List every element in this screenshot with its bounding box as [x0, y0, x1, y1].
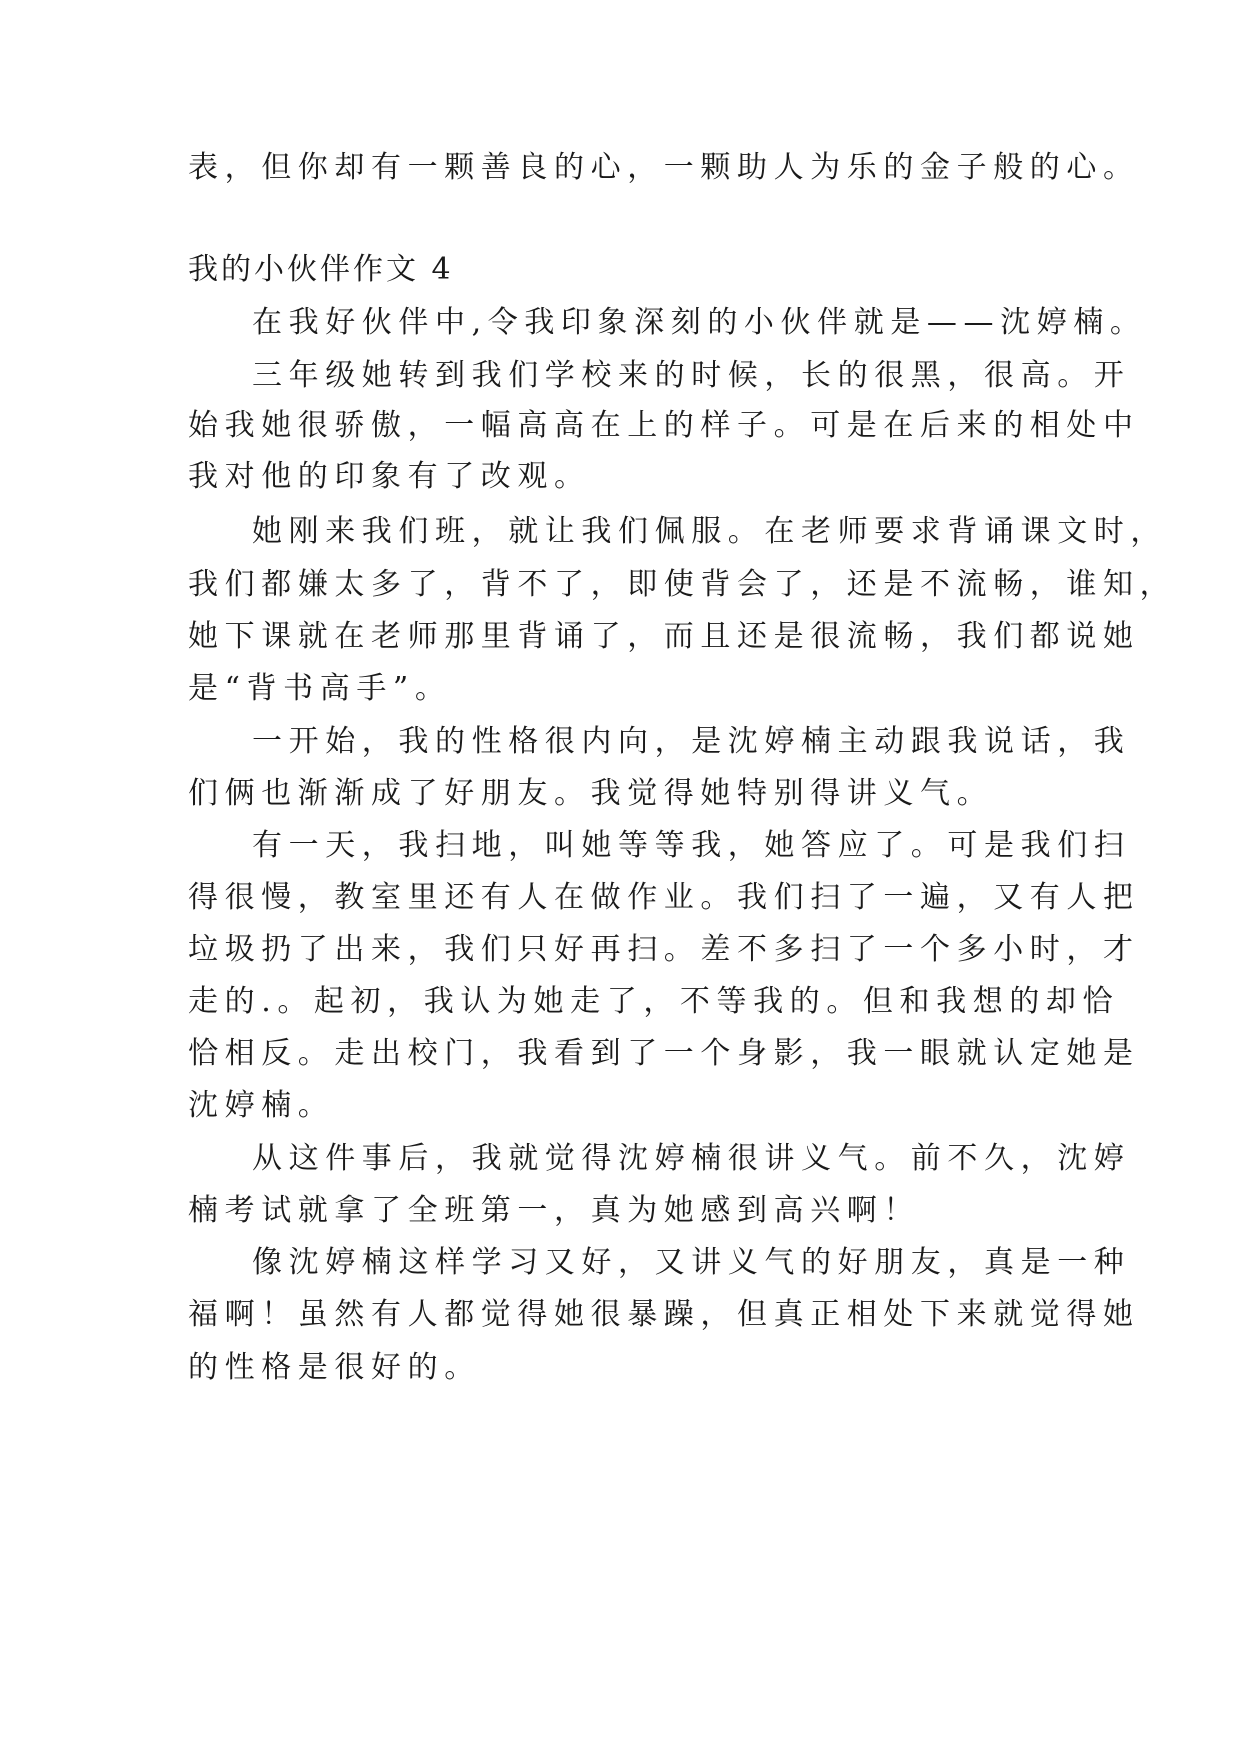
paragraph-3-line-4: 是“背书高手”。 [188, 671, 452, 706]
paragraph-6-line-2: 楠考试就拿了全班第一，真为她感到高兴啊！ [188, 1193, 920, 1228]
paragraph-4-line-1: 一开始，我的性格很内向，是沈婷楠主动跟我说话，我 [252, 724, 1131, 759]
paragraph-2-line-1: 三年级她转到我们学校来的时候，长的很黑，很高。开 [252, 358, 1131, 393]
paragraph-6-line-1: 从这件事后，我就觉得沈婷楠很讲义气。前不久，沈婷 [252, 1141, 1131, 1176]
paragraph-5-line-4: 走的.。起初，我认为她走了，不等我的。但和我想的却恰 [188, 984, 1120, 1019]
paragraph-5-line-6: 沈婷楠。 [188, 1088, 335, 1123]
paragraph-2-line-2: 始我她很骄傲，一幅高高在上的样子。可是在后来的相处中 [188, 408, 1140, 443]
paragraph-4-line-2: 们俩也渐渐成了好朋友。我觉得她特别得讲义气。 [188, 776, 994, 811]
paragraph-5-line-2: 得很慢，教室里还有人在做作业。我们扫了一遍，又有人把 [188, 880, 1140, 915]
paragraph-7-line-2: 福啊！虽然有人都觉得她很暴躁，但真正相处下来就觉得她 [188, 1297, 1140, 1332]
paragraph-2-line-3: 我对他的印象有了改观。 [188, 459, 591, 494]
paragraph-3-line-2: 我们都嫌太多了，背不了，即使背会了，还是不流畅，谁知， [188, 567, 1177, 602]
paragraph-5-line-5: 恰相反。走出校门，我看到了一个身影，我一眼就认定她是 [188, 1036, 1140, 1071]
paragraph-5-line-1: 有一天，我扫地，叫她等等我，她答应了。可是我们扫 [252, 828, 1131, 863]
paragraph-3-line-1: 她刚来我们班，就让我们佩服。在老师要求背诵课文时， [252, 514, 1167, 549]
paragraph-7-line-1: 像沈婷楠这样学习又好，又讲义气的好朋友，真是一种 [252, 1245, 1131, 1280]
paragraph-1-line-1: 在我好伙伴中,令我印象深刻的小伙伴就是——沈婷楠。 [252, 305, 1147, 340]
paragraph-3-line-3: 她下课就在老师那里背诵了，而且还是很流畅，我们都说她 [188, 619, 1140, 654]
paragraph-5-line-3: 垃圾扔了出来，我们只好再扫。差不多扫了一个多小时，才 [188, 932, 1140, 967]
essay-heading: 我的小伙伴作文 4 [188, 252, 454, 287]
paragraph-7-line-3: 的性格是很好的。 [188, 1350, 481, 1385]
continuation-text: 表，但你却有一颗善良的心，一颗助人为乐的金子般的心。 [188, 150, 1140, 185]
